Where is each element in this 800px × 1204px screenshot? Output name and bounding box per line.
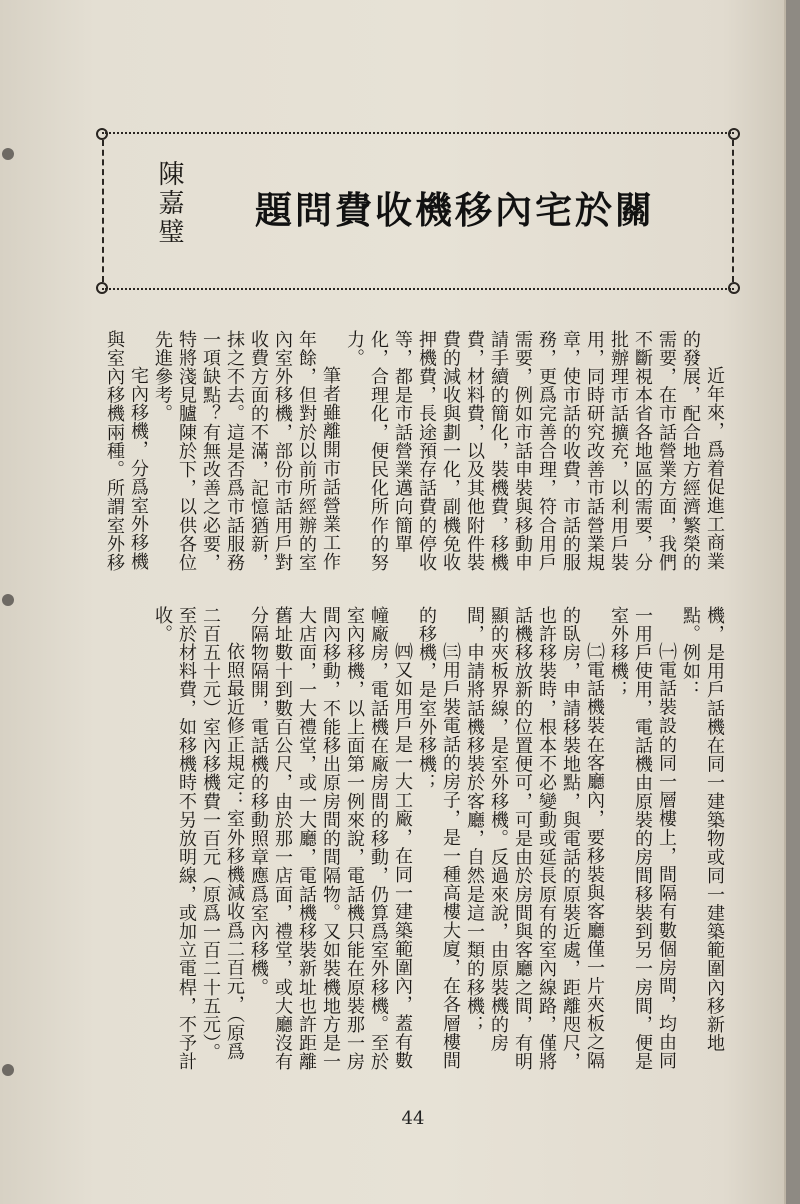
- paragraph: 近年來，爲着促進工商業的發展，配合地方經濟繁榮的需要，在市話營業方面，我們不斷視本省各地區的需要，分批辦理市話擴充，以利用戶裝用，同時研究改善市話營業規章，使市話的收費，市話的服務，更爲完善合理，符合用戶需要，例如市話申裝與移動申請手續的簡化，裝機費，移機費，材料費，以及其他附件裝費的減收與劃一化，副機免收押機費，長途預存話費的停收等，都是市話營業邁向簡單化，合理化，便民化所作的努力。: [344, 330, 725, 572]
- frame-right-border: [732, 140, 734, 282]
- frame-corner-ornament: [96, 282, 108, 294]
- paragraph: 依照最近修正規定：室外移機減收爲二百元，（原爲二百五十元）室內移機費一百元（原爲一百二十五元）。至於材料費，如移機時不另放明線，或加立電桿，不予計收。: [152, 606, 245, 1071]
- upper-text-block: [100, 330, 726, 584]
- frame-corner-ornament: [96, 128, 108, 140]
- paragraph: ㈡電話機裝在客廳內，要移裝與客廳僅一片夾板之隔的臥房，申請移裝地點，與電話的原裝近處，距離咫尺，也許移裝時，根本不必變動或延長原有的室內線路，僅將話機移放新的位置便可，可是由於房間與客廳之間，有明顯的夾板界線，是室外移機。反過來說，由原裝機的房間，申請將話機移裝於客廳，自然是這一類的移機；: [464, 606, 605, 1071]
- binding-hole: [2, 148, 14, 160]
- article-title: 關於宅內移機收費問題: [255, 188, 655, 232]
- author-name: 陳嘉璧: [154, 160, 184, 247]
- paragraph: ㈠電話裝設的同一層樓上，間隔有數個房間，均由同一用戶使用，電話機由原裝的房間移裝到另一房間，便是室外移機；: [608, 606, 677, 1071]
- frame-corner-ornament: [728, 128, 740, 140]
- binding-hole: [2, 594, 14, 606]
- frame-left-border: [102, 140, 104, 282]
- paragraph: ㈢用戶裝電話的房子，是一種高樓大廈，在各層樓間的移機，是室外移機；: [416, 606, 461, 1070]
- paragraph: 筆者雖離開市話營業工作年餘，但對於以前所經辦的室內室外移機，部份市話用戶對收費方面的不滿，記憶猶新，抹之不去。這是否爲市話服務一項缺點？有無改善之必要，特將淺見臚陳於下，以供各位先進參考。: [152, 330, 341, 572]
- paragraph: ㈣又如用戶是一大工廠，在同一建築範圍內，蓋有數幢廠房，電話機在廠房間的移動，仍算爲室外移機。至於室內移機，以上面第一例來說，電話機只能在原裝那一房間內移動，不能移出原房間的間隔物。又如裝機地方是一大店面，一大禮堂，或一大廳，電話機移裝新址也許距離舊址數十到數百公尺，由於那一店面，禮堂，或大廳沒有分隔物隔開，電話機的移動照章應爲室內移機。: [248, 606, 413, 1071]
- paragraph: 機，是用戶話機在同一建築物或同一建築範圍內移新地點。例如：: [680, 606, 725, 1053]
- frame-corner-ornament: [728, 282, 740, 294]
- page-number: 44: [401, 1108, 425, 1129]
- lower-text-block: [100, 606, 726, 1078]
- binding-hole: [2, 1064, 14, 1076]
- paragraph: 宅內移機，分爲室外移機與室內移機兩種。所謂室外移: [104, 330, 149, 572]
- page-edge: [784, 0, 786, 1204]
